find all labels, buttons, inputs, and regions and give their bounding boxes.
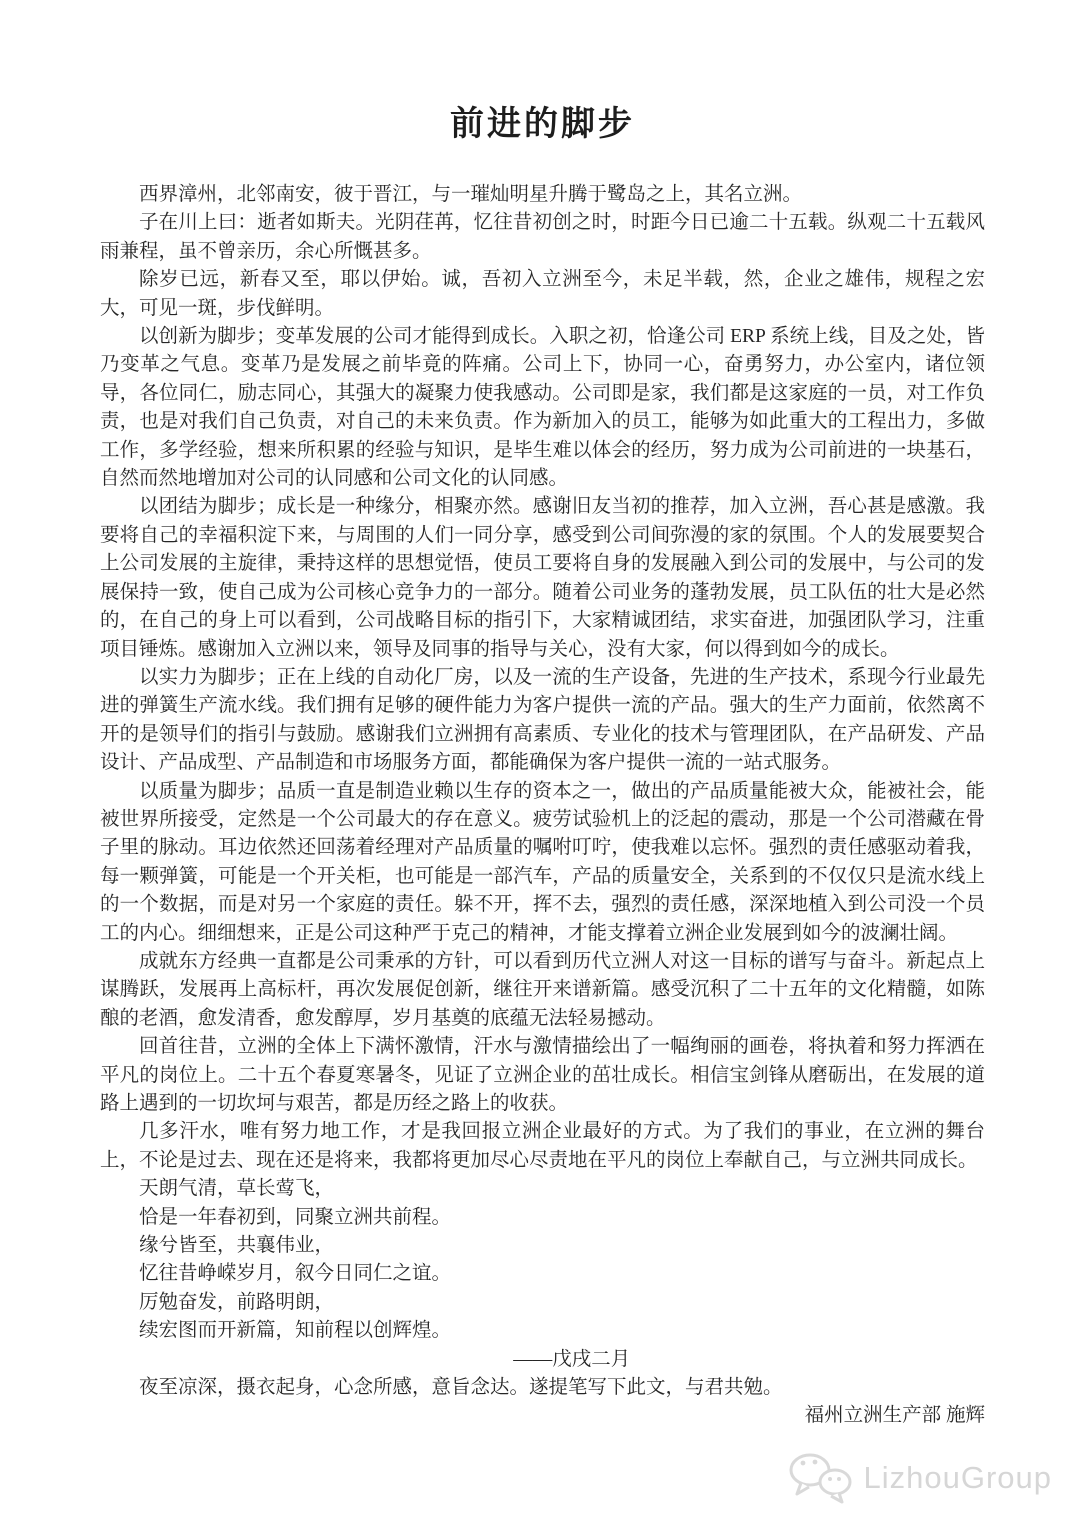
poem-line-4: 忆往昔峥嵘岁月，叙今日同仁之谊。 xyxy=(139,1263,452,1285)
poem-line-2: 恰是一年春初到，同聚立洲共前程。 xyxy=(139,1206,452,1228)
paragraph-4: 以创新为脚步；变革发展的公司才能得到成长。入职之初，恰逢公司 ERP 系统上线，目及之处，皆乃变革之气息。变革乃是发展之前毕竟的阵痛。公司上下，协同一心，奋勇努力，办公室内，诸位领导，各位同仁，励志同心，其强大的凝聚力使我感动。公司即是家，我们都是这家庭的一员，对工作负责，也是对我们自己负责，对自己的未来负责。作为新加入的员工，能够为如此重大的工程出力，多做工作，多学经验，想来所积累的经验与知识，是毕生难以体会的经历，努力成为公司前进的一块基石，自然而然地增加对公司的认同感和公司文化的认同感。 xyxy=(100,326,985,490)
paragraph-1: 西界漳州，北邻南安，彼于晋江，与一璀灿明星升腾于鹭岛之上，其名立洲。 xyxy=(139,184,803,205)
poem-line-6: 续宏图而开新篇，知前程以创辉煌。 xyxy=(139,1320,452,1342)
paragraph-8: 成就东方经典一直都是公司秉承的方针，可以看到历代立洲人对这一目标的谱写与奋斗。新起点上谋腾跃，发展再上高标杆，再次发展促创新，继往开来谱新篇。感受沉积了二十五年的文化精髓，如陈酿的老酒，愈发清香，愈发醇厚，岁月基奠的底蕴无法轻易撼动。 xyxy=(100,950,985,1029)
paragraph-2: 子在川上曰：逝者如斯夫。光阴荏苒，忆往昔初创之时，时距今日已逾二十五载。纵观二十五载风雨兼程，虽不曾亲历，余心所慨甚多。 xyxy=(100,212,985,262)
poem-line-1: 天朗气清，草长莺飞， xyxy=(139,1178,335,1200)
paragraph-7: 以质量为脚步；品质一直是制造业赖以生存的资本之一，做出的产品质量能被大众，能被社会，能被世界所接受，定然是一个公司最大的存在意义。疲劳试验机上的泛起的震动，那是一个公司潜藏在骨子里的脉动。耳边依然还回荡着经理对产品质量的嘱咐叮咛，使我难以忘怀。强烈的责任感驱动着我，每一颗弹簧，可能是一个开关柜，也可能是一部汽车，产品的质量安全，关系到的不仅仅只是流水线上的一个数据，而是对另一个家庭的责任。躲不开，挥不去，强烈的责任感，深深地植入到公司没一个员工的内心。细细想来，正是公司这种严于克己的精神，才能支撑着立洲企业发展到如今的波澜壮阔。 xyxy=(100,780,985,944)
paragraph-5: 以团结为脚步；成长是一种缘分，相聚亦然。感谢旧友当初的推荐，加入立洲，吾心甚是感激。我要将自己的幸福积淀下来，与周围的人们一同分享，感受到公司间弥漫的家的氛围。个人的发展要契合上公司发展的主旋律，秉持这样的思想觉悟，使员工要将自身的发展融入到公司的发展中，与公司的发展保持一致，使自己成为公司核心竞争力的一部分。随着公司业务的蓬勃发展，员工队伍的壮大是必然的，在自己的身上可以看到，公司战略目标的指引下，大家精诚团结，求实奋进，加强团队学习，注重项目锤炼。感谢加入立洲以来，领导及同事的指导与关心，没有大家，何以得到如今的成长。 xyxy=(100,496,985,660)
page-title: 前进的脚步 xyxy=(450,106,635,143)
closing-line: 夜至凉深，摄衣起身，心念所感，意旨念达。遂提笔写下此文，与君共勉。 xyxy=(139,1377,783,1399)
paragraph-3: 除岁已远，新春又至，耶以伊始。诚，吾初入立洲至今，未足半载，然，企业之雄伟，规程之宏大，可见一斑，步伐鲜明。 xyxy=(100,269,985,319)
paragraph-10: 几多汗水，唯有努力地工作，才是我回报立洲企业最好的方式。为了我们的事业，在立洲的舞台上，不论是过去、现在还是将来，我都将更加尽心尽责地在平凡的岗位上奉献自己，与立洲共同成长。 xyxy=(100,1121,985,1171)
watermark-text: LizhouGroup xyxy=(863,1460,1052,1495)
poem-line-3: 缘兮皆至，共襄伟业， xyxy=(139,1235,335,1257)
signature: 福州立洲生产部 施辉 xyxy=(804,1405,985,1427)
paragraph-9: 回首往昔，立洲的全体上下满怀激情，汗水与激情描绘出了一幅绚丽的画卷，将执着和努力挥洒在平凡的岗位上。二十五个春夏寒暑冬，见证了立洲企业的茁壮成长。相信宝剑锋从磨砺出，在发展的道路上遇到的一切坎坷与艰苦，都是历经之路上的收获。 xyxy=(100,1036,985,1114)
poem-line-5: 厉勉奋发，前路明朗， xyxy=(139,1291,335,1313)
wechat-chat-bubbles-icon xyxy=(787,1451,855,1505)
dateline: ——戊戌二月 xyxy=(513,1348,631,1370)
poem xyxy=(100,1175,985,1345)
watermark xyxy=(787,1451,1052,1505)
paragraph-6: 以实力为脚步；正在上线的自动化厂房，以及一流的生产设备，先进的生产技术，系现今行业最先进的弹簧生产流水线。我们拥有足够的硬件能力为客户提供一流的产品。强大的生产力面前，依然离不开的是领导们的指引与鼓励。感谢我们立洲拥有高素质、专业化的技术与管理团队，在产品研发、产品设计、产品成型、产品制造和市场服务方面，都能确保为客户提供一流的一站式服务。 xyxy=(100,666,985,774)
